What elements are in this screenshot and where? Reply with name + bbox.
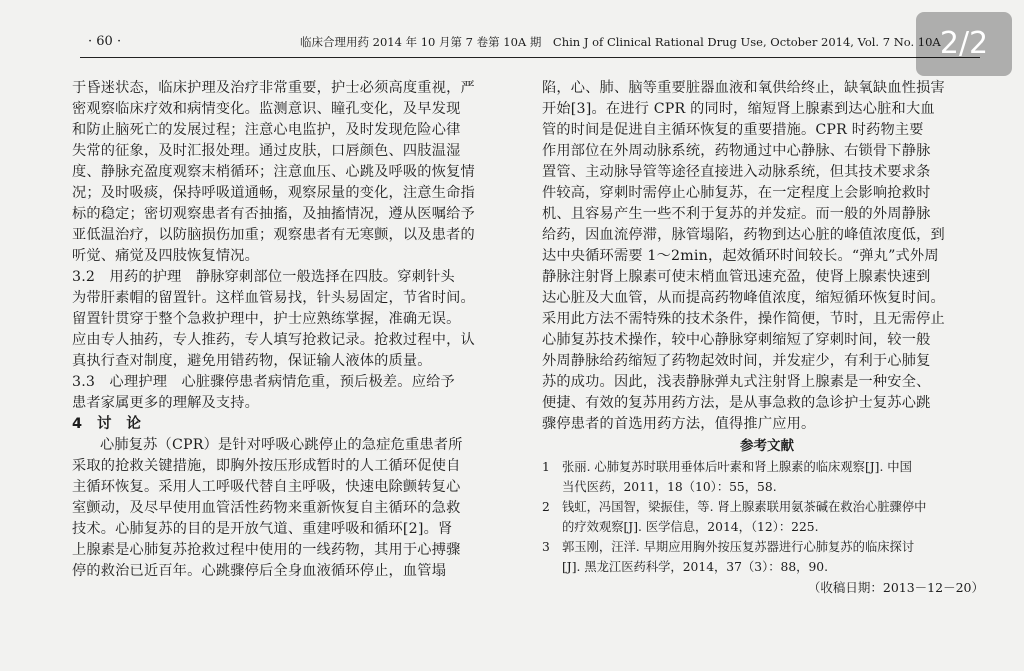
reference-item xyxy=(542,497,992,517)
reference-text: [J]. 黑龙江医药科学，2014，37（3）：88，90. xyxy=(562,560,829,574)
reference-number: 1 xyxy=(542,460,550,474)
header-rule xyxy=(80,57,980,58)
body-line: 骤停患者的首选用药方法，值得推广应用。 xyxy=(542,416,816,432)
page-number: · 60 · xyxy=(88,34,122,49)
body-line: 为带肝素帽的留置针。这样血管易找，针头易固定，节省时间。 xyxy=(72,290,475,306)
body-line: 上腺素是心肺复苏抢救过程中使用的一线药物，其用于心搏骤 xyxy=(72,542,461,558)
body-line: 达心脏及大血管，从而提高药物峰值浓度，缩短循环恢复时间。 xyxy=(542,290,945,306)
body-line: 置管、主动脉导管等途径直接进入动脉系统，但其技术要求条 xyxy=(542,164,931,180)
body-line: 应由专人抽药，专人推药，专人填写抢救记录。抢救过程中，认 xyxy=(72,332,475,348)
body-line: 和防止脑死亡的发展过程；注意心电监护，及时发现危险心律 xyxy=(72,122,461,138)
body-line: 真执行查对制度，避免用错药物，保证输人液体的质量。 xyxy=(72,353,432,369)
right-column xyxy=(542,78,992,599)
reference-number: 3 xyxy=(542,540,550,554)
body-line: 达中央循环需要 1～2min，起效循环时间较长。“弹丸”式外周 xyxy=(542,248,939,264)
page-indicator[interactable]: 2/2 xyxy=(916,12,1012,76)
body-line: 给药，因血流停滞，脉管塌陷，药物到达心脏的峰值浓度低，到 xyxy=(542,227,945,243)
body-line: 管的时间是促进自主循环恢复的重要措施。CPR 时药物主要 xyxy=(542,122,924,138)
references-heading: 参考文献 xyxy=(740,438,794,454)
body-line: 心肺复苏技术操作，较中心静脉穿刺缩短了穿刺时间，较一般 xyxy=(542,332,931,348)
journal-citation: 临床合理用药 2014 年 10 月第 7 卷第 10A 期 Chin J of Clinical Rational Drug Use, October 2014, Vol. 7 No. 10A xyxy=(300,35,941,49)
body-line: 便捷、有效的复苏用药方法，是从事急救的急诊护士复苏心跳 xyxy=(542,395,931,411)
body-line: 技术。心肺复苏的目的是开放气道、重建呼吸和循环[2]。肾 xyxy=(72,521,453,537)
left-column xyxy=(72,78,520,582)
body-line: 密观察临床疗效和病情变化。监测意识、瞳孔变化，及早发现 xyxy=(72,101,461,117)
reference-text: 郭玉刚，汪洋. 早期应用胸外按压复苏器进行心肺复苏的临床探讨 xyxy=(562,540,915,554)
body-line: 开始[3]。在进行 CPR 的同时，缩短肾上腺素到达心脏和大血 xyxy=(542,101,935,117)
body-line: 标的稳定；密切观察患者有否抽搐，及抽搐情况，遵从医嘱给予 xyxy=(72,206,475,222)
reference-text: 钱虹，冯国智，梁振佳，等. 肾上腺素联用氨茶碱在救治心脏骤停中 xyxy=(562,500,927,514)
body-line: 患者家属更多的理解及支持。 xyxy=(72,395,260,411)
body-line: 室颤动，及尽早使用血管活性药物来重新恢复自主循环的急救 xyxy=(72,500,461,516)
body-line: 静脉注射肾上腺素可使末梢血管迅速充盈，使肾上腺素快速到 xyxy=(542,269,931,285)
body-line: 留置针贯穿于整个急救护理中，护士应熟练掌握，准确无误。 xyxy=(72,311,461,327)
body-line: 度、静脉充盈度观察末梢循环；注意血压、心跳及呼吸的恢复情 xyxy=(72,164,475,180)
body-line: 于昏迷状态，临床护理及治疗非常重要，护士必须高度重视，严 xyxy=(72,80,475,96)
reference-item xyxy=(542,537,992,557)
body-line: 陷，心、肺、脑等重要脏器血液和氧供给终止，缺氧缺血性损害 xyxy=(542,80,945,96)
running-header xyxy=(88,34,988,54)
reference-number: 2 xyxy=(542,500,550,514)
body-line: 心肺复苏（CPR）是针对呼吸心跳停止的急症危重患者所 xyxy=(100,437,463,453)
body-line: 作用部位在外周动脉系统，药物通过中心静脉、右锁骨下静脉 xyxy=(542,143,931,159)
body-line: 失常的征象，及时汇报处理。通过皮肤，口唇颜色、四肢温湿 xyxy=(72,143,461,159)
reference-item xyxy=(542,457,992,477)
received-date: （收稿日期：2013－12－20） xyxy=(807,580,984,595)
body-line: 况；及时吸痰，保持呼吸道通畅，观察尿量的变化，注意生命指 xyxy=(72,185,475,201)
body-line: 主循环恢复。采用人工呼吸代替自主呼吸，快速电除颤转复心 xyxy=(72,479,461,495)
body-line: 件较高，穿刺时需停止心肺复苏，在一定程度上会影响抢救时 xyxy=(542,185,931,201)
body-line: 听觉、痛觉及四肢恢复情况。 xyxy=(72,248,260,264)
body-line: 苏的成功。因此，浅表静脉弹丸式注射肾上腺素是一种安全、 xyxy=(542,374,931,390)
body-line: 采取的抢救关键措施，即胸外按压形成暂时的人工循环促使自 xyxy=(72,458,461,474)
body-line: 采用此方法不需特殊的技术条件，操作简便，节时，且无需停止 xyxy=(542,311,945,327)
body-line: 外周静脉给药缩短了药物起效时间，并发症少，有利于心肺复 xyxy=(542,353,931,369)
reference-text: 当代医药，2011，18（10）：55，58. xyxy=(562,480,777,494)
subsection-3-2-line: 3.2 用药的护理 静脉穿刺部位一般选择在四肢。穿刺针头 xyxy=(72,269,455,285)
subsection-3-3-line: 3.3 心理护理 心脏骤停患者病情危重，预后极差。应给予 xyxy=(72,374,455,390)
body-line: 机、且容易产生一些不利于复苏的并发症。而一般的外周静脉 xyxy=(542,206,931,222)
body-line: 停的救治已近百年。心跳骤停后全身血液循环停止，血管塌 xyxy=(72,563,447,579)
reference-text: 张丽. 心肺复苏时联用垂体后叶素和肾上腺素的临床观察[J]. 中国 xyxy=(562,460,912,474)
section-heading-discussion: 4 讨 论 xyxy=(72,416,142,432)
body-line: 亚低温治疗，以防脑损伤加重；观察患者有无寒颤，以及患者的 xyxy=(72,227,475,243)
reference-text: 的疗效观察[J]. 医学信息，2014，（12）：225. xyxy=(562,520,819,534)
